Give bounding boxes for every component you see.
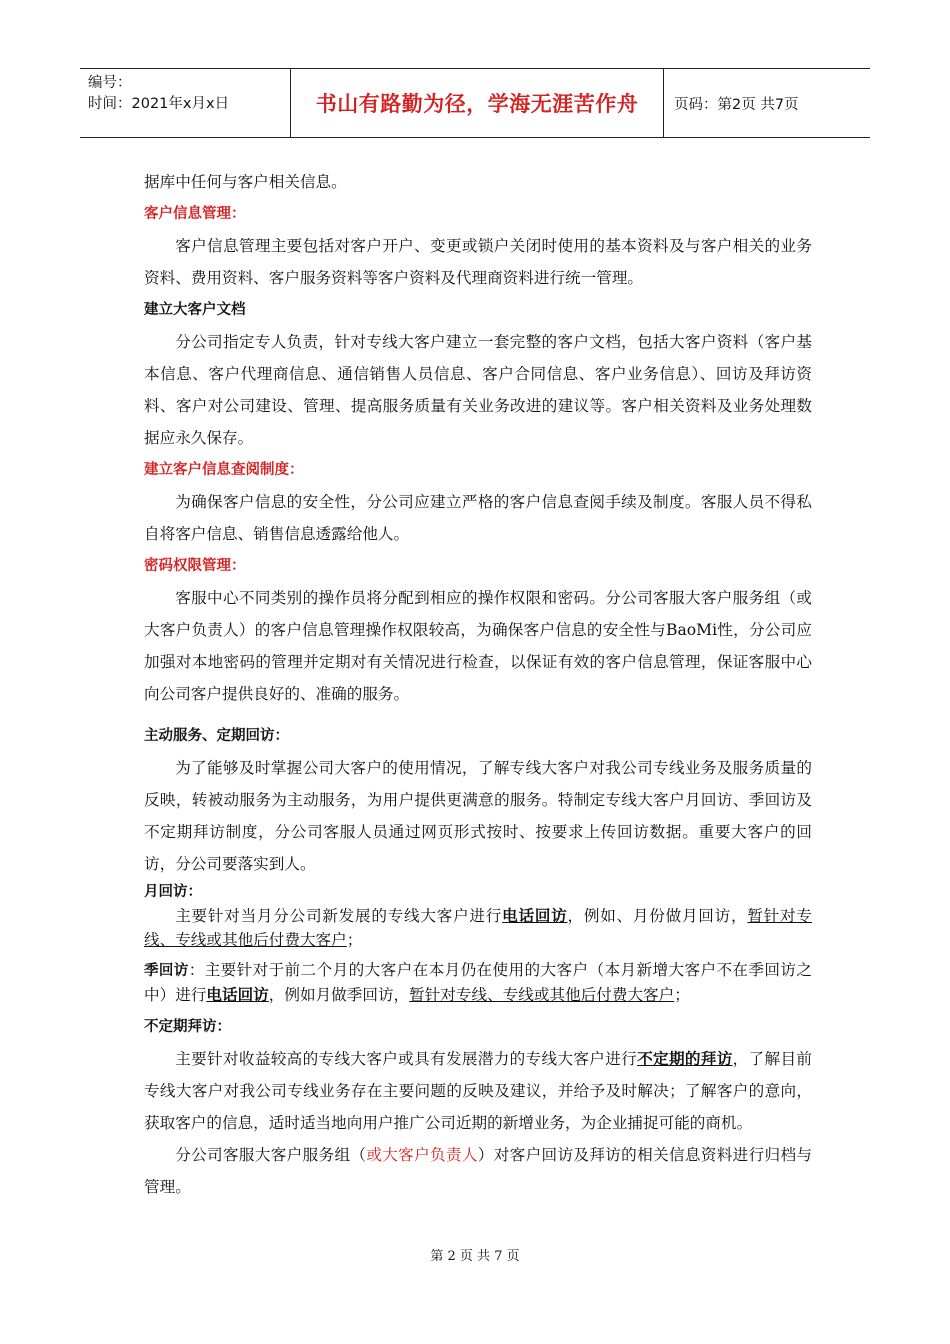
page-header	[80, 68, 870, 138]
document-body	[144, 166, 812, 1203]
text-span: ：主要针对于前二个月的大客户在本月仍在使用的大客户（本月新增大客户不在季回访之中）进行	[144, 961, 812, 1004]
paragraph-info-access-policy: 为确保客户信息的安全性，分公司应建立严格的客户信息查阅手续及制度。客服人员不得私自将客户信息、销售信息透露给他人。	[144, 493, 812, 543]
heading-customer-info-management: 客户信息管理：	[144, 206, 246, 222]
heading-quarterly-visit: 季回访	[144, 963, 189, 979]
document-number-label: 编号：	[88, 75, 132, 91]
heading-proactive-service: 主动服务、定期回访：	[144, 728, 289, 744]
paragraph-customer-info-management: 客户信息管理主要包括对客户开户、变更或锁户关闭时使用的基本资料及与客户相关的业务资料、费用资料、客户服务资料等客户资料及代理商资料进行统一管理。	[144, 237, 812, 287]
header-motto: 书山有路勤为径，学海无涯苦作舟	[315, 92, 639, 116]
text-span: 分公司客服大客户服务组（	[175, 1146, 367, 1164]
text-span: ，了解目前专线大客户对我公司专线业务存在主要问题的反映及建议，并给予及时解决；了解客户的意向，获取客户的信息，适时适当地向用户推广公司近期的新增业务，为企业捕捉可能的商机。	[144, 1050, 812, 1132]
paragraph-key-account-archive: 分公司指定专人负责，针对专线大客户建立一套完整的客户文档，包括大客户资料（客户基本信息、客户代理商信息、通信销售人员信息、客户合同信息、客户业务信息）、回访及拜访资料、客户对公司建设、管理、提高服务质量有关业务改进的建议等。客户相关资料及业务处理数据应永久保存。	[144, 333, 812, 447]
text-span: 主要针对当月分公司新发展的专线大客户进行	[175, 907, 503, 925]
heading-key-account-archive: 建立大客户文档	[144, 302, 246, 318]
paragraph-quarterly-visit	[144, 958, 812, 1007]
paragraph-password-permissions: 客服中心不同类别的操作员将分配到相应的操作权限和密码。分公司客服大客户服务组（或大客户负责人）的客户信息管理操作权限较高，为确保客户信息的安全性与BaoMi性，分公司应加强对本地密码的管理并定期对有关情况进行检查，以保证有效的客户信息管理，保证客服中心向公司客户提供良好的、准确的服务。	[144, 589, 812, 703]
underlined-scope: 暂针对专线、专线或其他后付费大客户	[409, 986, 675, 1004]
emphasis-phone-visit: 电话回访	[502, 906, 568, 925]
header-meta	[80, 69, 291, 137]
paragraph-archive-management	[144, 1139, 812, 1203]
page-footer: 第 2 页 共 7 页	[430, 1249, 520, 1264]
text-span: 主要针对收益较高的专线大客户或具有发展潜力的专线大客户进行	[175, 1050, 638, 1068]
document-time-label: 时间：2021年x月x日	[88, 96, 230, 112]
heading-password-permissions: 密码权限管理：	[144, 558, 246, 574]
paragraph-irregular-visit	[144, 1043, 812, 1139]
text-span: ；	[346, 931, 363, 949]
text-span: ）对客户回访及拜访的相关信息资料进行归档与管理。	[144, 1146, 812, 1196]
paragraph-continuation: 据库中任何与客户相关信息。	[144, 173, 347, 191]
paragraph-monthly-visit	[144, 904, 812, 952]
heading-info-access-policy: 建立客户信息查阅制度：	[144, 462, 304, 478]
heading-monthly-visit: 月回访：	[144, 884, 202, 900]
text-span: ，例如、月份做月回访，	[567, 907, 748, 925]
header-page-info: 页码：第2页 共7页	[674, 96, 799, 113]
text-span: ，例如月做季回访，	[268, 986, 410, 1004]
header-motto-cell	[291, 69, 664, 137]
emphasis-irregular-visit: 不定期的拜访	[637, 1049, 733, 1068]
text-span: ；	[674, 986, 690, 1004]
red-text-account-owner: 或大客户负责人	[366, 1146, 478, 1164]
heading-irregular-visit: 不定期拜访：	[144, 1019, 231, 1035]
paragraph-proactive-service: 为了能够及时掌握公司大客户的使用情况，了解专线大客户对我公司专线业务及服务质量的反映，转被动服务为主动服务，为用户提供更满意的服务。特制定专线大客户月回访、季回访及不定期拜访制度，分公司客服人员通过网页形式按时、按要求上传回访数据。重要大客户的回访，分公司要落实到人。	[144, 759, 812, 873]
emphasis-phone-visit: 电话回访	[206, 985, 269, 1004]
underlined-scope: 暂针对专线、专线或其他后付费大客户	[144, 907, 812, 949]
